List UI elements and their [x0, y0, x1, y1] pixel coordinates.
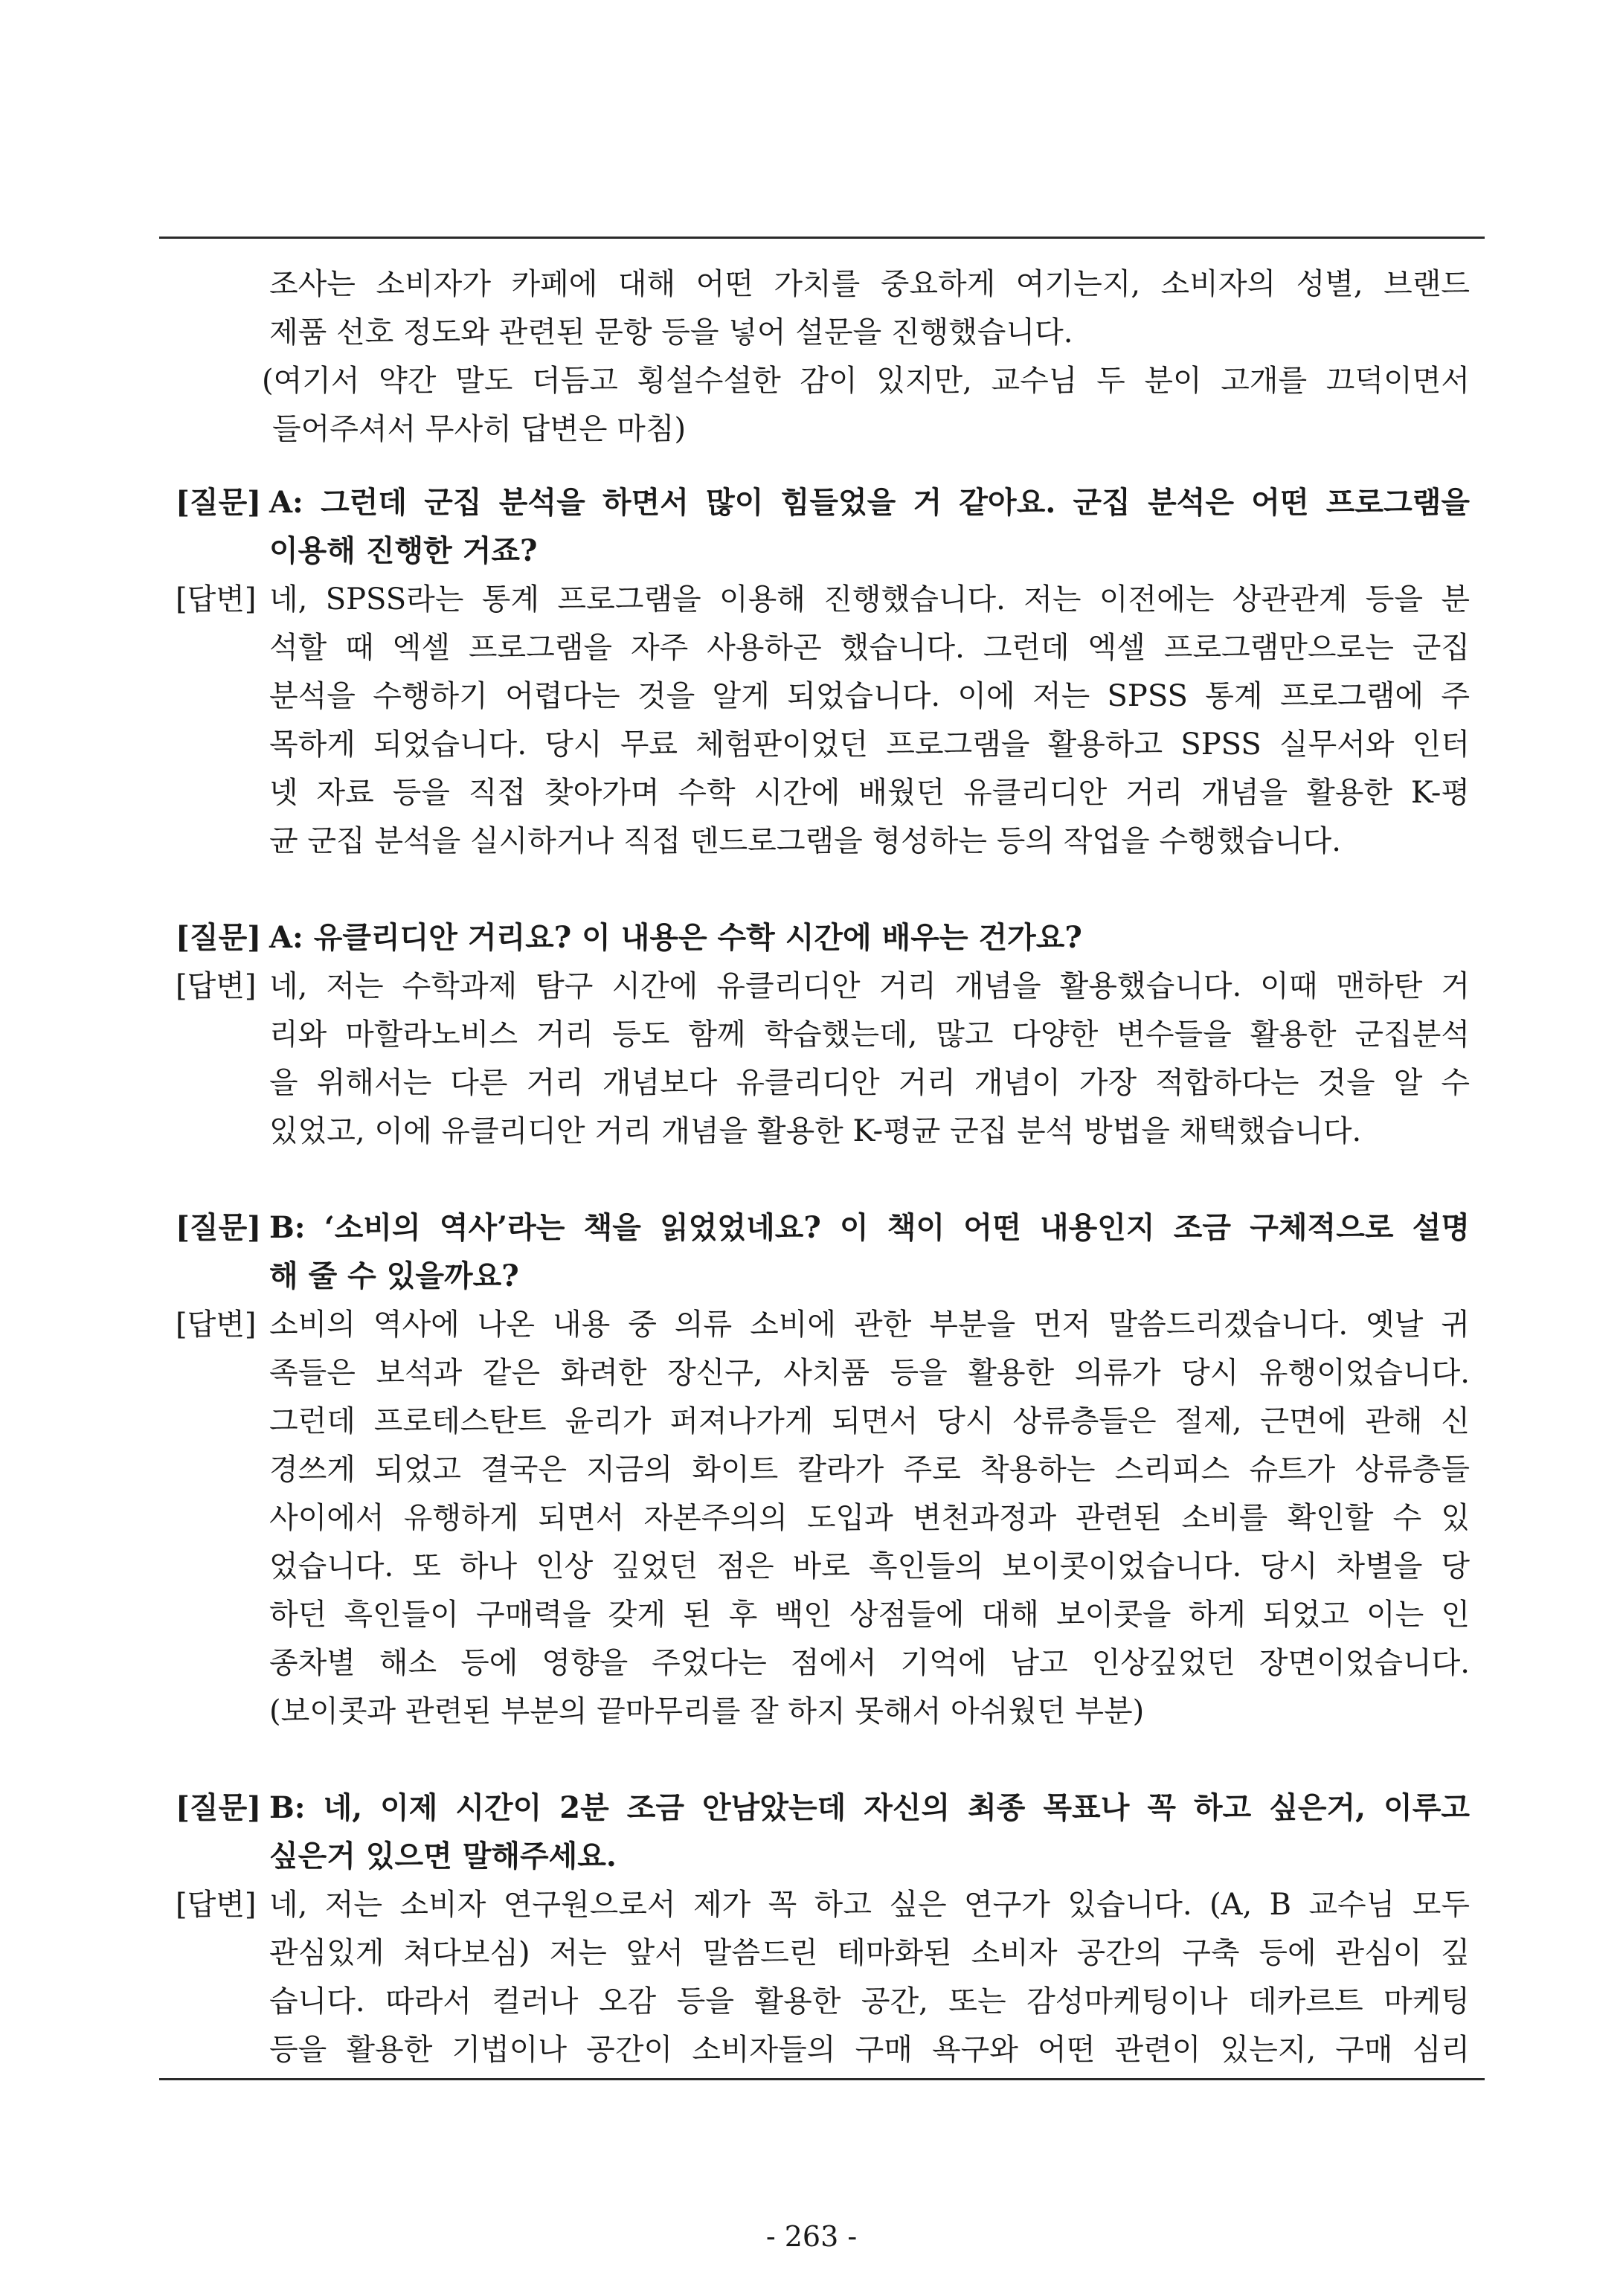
- answer-text: 네, 저는 수학과제 탐구 시간에 유클리디안 거리 개념을 활용했습니다. 이때 맨하탄 거: [269, 969, 1470, 1003]
- question-label: [질문]: [176, 920, 262, 955]
- page-number: - 263 -: [765, 2220, 858, 2253]
- answer-line: 사이에서 유행하게 되면서 자본주의의 도입과 변천과정과 관련된 소비를 확인할 수 있: [269, 1501, 1470, 1535]
- answer-line: 관심있게 쳐다보심) 저는 앞서 말씀드린 테마화된 소비자 공간의 구축 등에 관심이 깊: [269, 1936, 1470, 1970]
- answer-text: 네, SPSS라는 통계 프로그램을 이용해 진행했습니다. 저는 이전에는 상관관계 등을 분: [269, 582, 1470, 617]
- answer-text: 네, 저는 소비자 연구원으로서 제가 꼭 하고 싶은 연구가 있습니다. (A, B 교수님 모두: [269, 1888, 1470, 1922]
- answer-line: 습니다. 따라서 컬러나 오감 등을 활용한 공간, 또는 감성마케팅이나 데카르트 마케팅: [269, 1984, 1470, 2019]
- question-line: 이용해 진행한 거죠?: [269, 533, 538, 568]
- answer-line: [176, 579, 1470, 620]
- answer-note-line: (보이콧과 관련된 부분의 끝마무리를 잘 하지 못해서 아쉬웠던 부분): [269, 1694, 1145, 1729]
- answer-line: [176, 1304, 1470, 1345]
- question-text: A: 유클리디안 거리요? 이 내용은 수학 시간에 배우는 건가요?: [269, 920, 1082, 955]
- question-text: B: 네, 이제 시간이 2분 조금 안남았는데 자신의 최종 목표나 꼭 하고 싶은거, 이루고: [269, 1790, 1470, 1825]
- answer-line: 리와 마할라노비스 거리 등도 함께 학습했는데, 많고 다양한 변수들을 활용한 군집분석: [269, 1017, 1470, 1052]
- answer-line: [176, 1884, 1470, 1926]
- answer-line: 종차별 해소 등에 영향을 주었다는 점에서 기억에 남고 인상깊었던 장면이었습니다.: [269, 1646, 1470, 1680]
- answer-line: 석할 때 엑셀 프로그램을 자주 사용하곤 했습니다. 그런데 엑셀 프로그램만으로는 군집: [269, 631, 1470, 665]
- answer-label: [답변]: [176, 969, 257, 1003]
- question-line: 해 줄 수 있을까요?: [269, 1258, 519, 1293]
- answer-line: 경쓰게 되었고 결국은 지금의 화이트 칼라가 주로 착용하는 스리피스 슈트가 상류층들: [269, 1453, 1470, 1487]
- answer-text: 소비의 역사에 나온 내용 중 의류 소비에 관한 부분을 먼저 말씀드리겠습니다. 옛날 귀: [269, 1308, 1470, 1342]
- question-label: [질문]: [176, 1210, 262, 1245]
- answer-line: 등을 활용한 기법이나 공간이 소비자들의 구매 욕구와 어떤 관련이 있는지, 구매 심리: [269, 2033, 1470, 2067]
- answer-label: [답변]: [176, 582, 257, 617]
- intro-line: 조사는 소비자가 카페에 대해 어떤 가치를 중요하게 여기는지, 소비자의 성별, 브랜드: [269, 267, 1470, 301]
- top-rule: [159, 237, 1485, 239]
- question-line: [176, 1207, 1470, 1249]
- answer-line: 넷 자료 등을 직접 찾아가며 수학 시간에 배웠던 유클리디안 거리 개념을 활용한 K-평: [269, 776, 1470, 810]
- answer-line: 분석을 수행하기 어렵다는 것을 알게 되었습니다. 이에 저는 SPSS 통계 프로그램에 주: [269, 679, 1470, 713]
- question-text: A: 그런데 군집 분석을 하면서 많이 힘들었을 거 같아요. 군집 분석은 어떤 프로그램을: [269, 485, 1470, 520]
- question-text: B: ‘소비의 역사’라는 책을 읽었었네요? 이 책이 어떤 내용인지 조금 구체적으로 설명: [269, 1210, 1470, 1245]
- answer-line: [176, 965, 1470, 1007]
- answer-line: 그런데 프로테스탄트 윤리가 퍼져나가게 되면서 당시 상류층들은 절제, 근면에 관해 신: [269, 1404, 1470, 1438]
- answer-line: 하던 흑인들이 구매력을 갖게 된 후 백인 상점들에 대해 보이콧을 하게 되었고 이는 인: [269, 1598, 1470, 1632]
- answer-line: 목하게 되었습니다. 당시 무료 체험판이었던 프로그램을 활용하고 SPSS 실무서와 인터: [269, 727, 1470, 762]
- answer-line: 족들은 보석과 같은 화려한 장신구, 사치품 등을 활용한 의류가 당시 유행이었습니다.: [269, 1356, 1470, 1390]
- intro-line: 제품 선호 정도와 관련된 문항 등을 넣어 설문을 진행했습니다.: [269, 315, 1073, 350]
- bottom-rule: [159, 2078, 1485, 2080]
- intro-note-line: 들어주셔서 무사히 답변은 마침): [272, 412, 687, 446]
- question-line: [176, 482, 1470, 524]
- answer-line: 있었고, 이에 유클리디안 거리 개념을 활용한 K-평균 군집 분석 방법을 채택했습니다.: [269, 1114, 1362, 1148]
- question-label: [질문]: [176, 485, 262, 520]
- question-line: [176, 1787, 1470, 1829]
- answer-label: [답변]: [176, 1888, 257, 1922]
- question-line: 싶은거 있으면 말해주세요.: [269, 1839, 617, 1874]
- question-line: [176, 917, 1082, 959]
- answer-line: 을 위해서는 다른 거리 개념보다 유클리디안 거리 개념이 가장 적합하다는 것을 알 수: [269, 1066, 1470, 1100]
- answer-label: [답변]: [176, 1308, 257, 1342]
- answer-line: 었습니다. 또 하나 인상 깊었던 점은 바로 흑인들의 보이콧이었습니다. 당시 차별을 당: [269, 1549, 1470, 1583]
- question-label: [질문]: [176, 1790, 262, 1825]
- answer-line: 균 군집 분석을 실시하거나 직접 덴드로그램을 형성하는 등의 작업을 수행했습니다.: [269, 824, 1341, 858]
- intro-note-line: (여기서 약간 말도 더듬고 횡설수설한 감이 있지만, 교수님 두 분이 고개를 끄덕이면서: [262, 364, 1470, 398]
